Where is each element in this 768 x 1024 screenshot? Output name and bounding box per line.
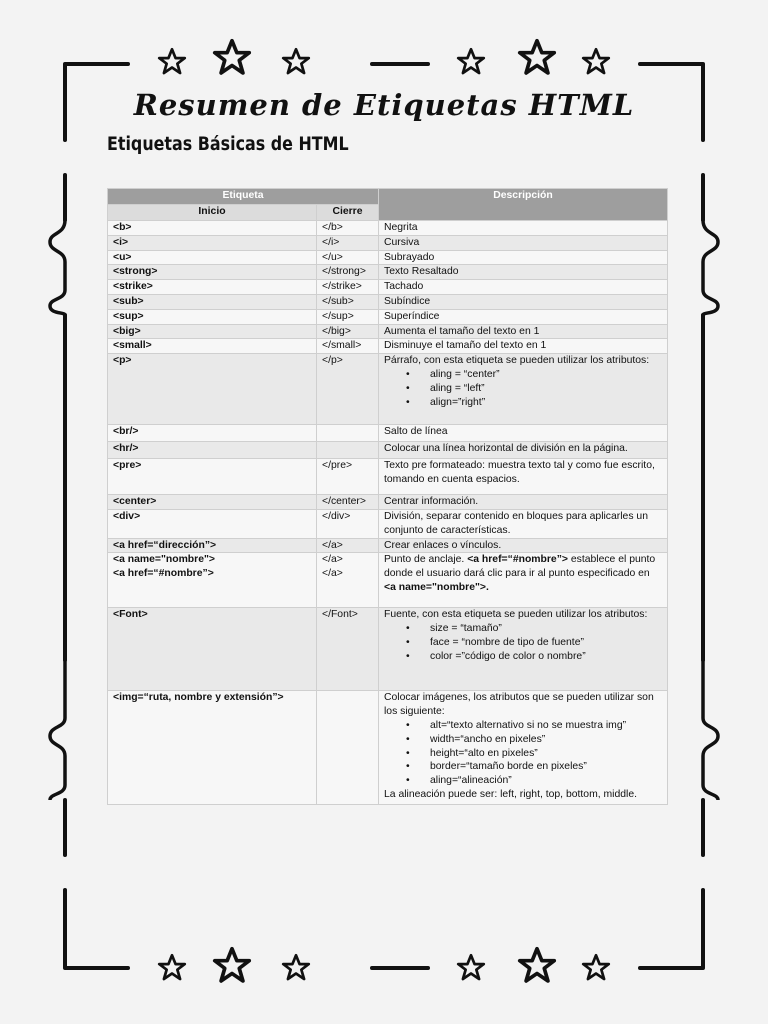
attribute-list <box>384 368 662 409</box>
description-text: establece el punto donde el usuario dará clic para ir al punto especificado en <box>384 554 656 580</box>
list-item: • aling = “left” <box>430 382 662 396</box>
header-inicio: Inicio <box>108 205 317 221</box>
tag-start: <a name="nombre"> <box>113 554 215 566</box>
table-row <box>108 509 668 538</box>
list-item: • color =”código de color o nombre” <box>430 650 662 664</box>
tag-end: </strong> <box>317 265 379 280</box>
tag-start-cell <box>108 553 317 608</box>
tag-end: </pre> <box>317 459 379 495</box>
tag-description: Aumenta el tamaño del texto en 1 <box>379 324 668 339</box>
tag-start: <pre> <box>108 459 317 495</box>
tag-description: Disminuye el tamaño del texto en 1 <box>379 339 668 354</box>
list-item: • border=“tamaño borde en pixeles” <box>430 760 662 774</box>
tag-description <box>379 691 668 804</box>
section-heading: Etiquetas Básicas de HTML <box>107 134 349 155</box>
table-row <box>108 265 668 280</box>
tag-description: Subíndice <box>379 294 668 309</box>
tag-end: </sub> <box>317 294 379 309</box>
table-row <box>108 280 668 295</box>
tag-description <box>379 354 668 425</box>
tag-end: </strike> <box>317 280 379 295</box>
tag-description: Salto de línea <box>379 425 668 442</box>
tag-end <box>317 425 379 442</box>
tag-description: Tachado <box>379 280 668 295</box>
list-item: • height=“alto en pixeles” <box>430 747 662 761</box>
attribute-list <box>384 622 662 663</box>
tag-description: Centrar información. <box>379 495 668 510</box>
description-text: Fuente, con esta etiqueta se pueden utilizar los atributos: <box>384 609 648 621</box>
header-cierre: Cierre <box>317 205 379 221</box>
tag-start: <b> <box>108 221 317 236</box>
tag-start: <sub> <box>108 294 317 309</box>
tag-start: <u> <box>108 250 317 265</box>
tag-description: Texto Resaltado <box>379 265 668 280</box>
table-row <box>108 608 668 691</box>
tag-end-cell <box>317 553 379 608</box>
description-text: Párrafo, con esta etiqueta se pueden utilizar los atributos: <box>384 355 650 367</box>
tag-description <box>379 553 668 608</box>
description-code: <a name="nombre">. <box>384 581 489 593</box>
tag-end: </p> <box>317 354 379 425</box>
table-row <box>108 250 668 265</box>
list-item: • alt=“texto alternativo si no se muestra img” <box>430 719 662 733</box>
list-item: • aling = “center” <box>430 368 662 382</box>
tag-end <box>317 691 379 804</box>
table-row <box>108 459 668 495</box>
table-row <box>108 309 668 324</box>
tag-end: </b> <box>317 221 379 236</box>
tag-start: <big> <box>108 324 317 339</box>
tag-end: </div> <box>317 509 379 538</box>
tag-end: </big> <box>317 324 379 339</box>
tag-end: </u> <box>317 250 379 265</box>
html-tags-table <box>107 188 668 805</box>
tag-end: </a> <box>322 554 343 566</box>
list-item: • face = “nombre de tipo de fuente” <box>430 636 662 650</box>
table-row <box>108 553 668 608</box>
table-row <box>108 691 668 804</box>
tag-description: Superíndice <box>379 309 668 324</box>
tag-end: </Font> <box>317 608 379 691</box>
table-row <box>108 538 668 553</box>
tag-end-alt: </a> <box>322 568 343 580</box>
tag-start-alt: <a href=“#nombre”> <box>113 568 214 580</box>
header-descripcion: Descripción <box>379 189 668 221</box>
tag-start: <br/> <box>108 425 317 442</box>
header-etiqueta: Etiqueta <box>108 189 379 205</box>
table-row <box>108 235 668 250</box>
tag-end: </sup> <box>317 309 379 324</box>
tag-start: <i> <box>108 235 317 250</box>
tag-start: <div> <box>108 509 317 538</box>
description-code: <a href=“#nombre”> <box>467 554 568 566</box>
tag-description: Crear enlaces o vínculos. <box>379 538 668 553</box>
tag-end: </small> <box>317 339 379 354</box>
tag-start: <hr/> <box>108 442 317 459</box>
table-row <box>108 221 668 236</box>
tag-end: </a> <box>317 538 379 553</box>
tag-description: Subrayado <box>379 250 668 265</box>
tag-end <box>317 442 379 459</box>
table-row <box>108 294 668 309</box>
tag-description: Texto pre formateado: muestra texto tal y como fue escrito, tomando en cuenta espacios. <box>379 459 668 495</box>
list-item: • aling=“alineación” <box>430 774 662 788</box>
tag-end: </center> <box>317 495 379 510</box>
table-row <box>108 495 668 510</box>
tag-start: <img=“ruta, nombre y extensión”> <box>108 691 317 804</box>
description-footer: La alineación puede ser: left, right, top, bottom, middle. <box>384 788 637 800</box>
tag-description: División, separar contenido en bloques para aplicarles un conjunto de características. <box>379 509 668 538</box>
description-text: Punto de anclaje. <box>384 554 468 566</box>
list-item: • width=“ancho en pixeles” <box>430 733 662 747</box>
attribute-list <box>384 719 662 788</box>
list-item: • align=”right” <box>430 396 662 410</box>
tag-description: Cursiva <box>379 235 668 250</box>
tag-start: <strong> <box>108 265 317 280</box>
tag-start: <sup> <box>108 309 317 324</box>
tag-start: <strike> <box>108 280 317 295</box>
tag-start: <a href=“dirección”> <box>108 538 317 553</box>
list-item: • size = “tamaño” <box>430 622 662 636</box>
table-row <box>108 425 668 442</box>
tag-description: Negrita <box>379 221 668 236</box>
tag-end: </i> <box>317 235 379 250</box>
table-row <box>108 324 668 339</box>
tag-description: Colocar una línea horizontal de división en la página. <box>379 442 668 459</box>
description-text: Colocar imágenes, los atributos que se pueden utilizar son los siguiente: <box>384 692 654 718</box>
table-row <box>108 339 668 354</box>
tag-start: <p> <box>108 354 317 425</box>
tag-description <box>379 608 668 691</box>
page-title: Resumen de Etiquetas HTML <box>133 88 635 122</box>
table-row <box>108 354 668 425</box>
table-row <box>108 442 668 459</box>
tag-start: <center> <box>108 495 317 510</box>
tag-start: <Font> <box>108 608 317 691</box>
tag-start: <small> <box>108 339 317 354</box>
